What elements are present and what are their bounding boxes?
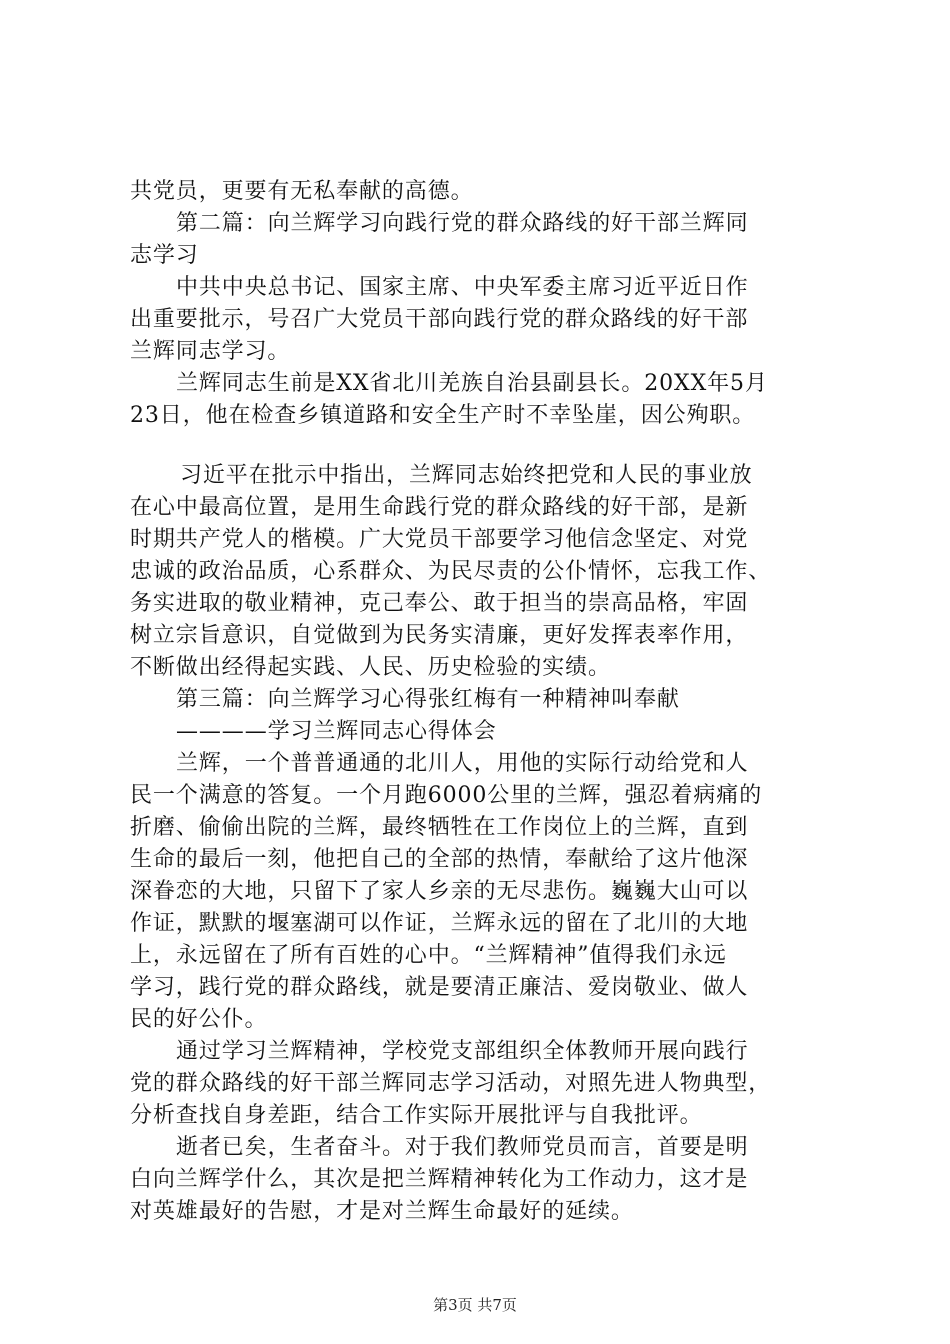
text-line: 兰辉同志学习。 bbox=[130, 339, 291, 364]
page-number-footer: 第3页 共7页 bbox=[433, 1296, 517, 1314]
text-line: 党的群众路线的好干部兰辉同志学习活动，对照先进人物典型， bbox=[130, 1071, 772, 1096]
text-line: 时期共产党人的楷模。广大党员干部要学习他信念坚定、对党 bbox=[130, 527, 749, 552]
text-line: 生命的最后一刻，他把自己的全部的热情，奉献给了这片他深 bbox=[130, 847, 749, 872]
text-line: 作证，默默的堰塞湖可以作证，兰辉永远的留在了北川的大地 bbox=[130, 911, 749, 936]
text-line: 学习，践行党的群众路线，就是要清正廉洁、爱岗敬业、做人 bbox=[130, 975, 749, 1000]
text-line: 不断做出经得起实践、人民、历史检验的实绩。 bbox=[130, 655, 611, 680]
text-line: 折磨、偷偷出院的兰辉，最终牺牲在工作岗位上的兰辉，直到 bbox=[130, 815, 749, 840]
text-line: 中共中央总书记、国家主席、中央军委主席习近平近日作 bbox=[176, 275, 749, 300]
text-line: 树立宗旨意识，自觉做到为民务实清廉，更好发挥表率作用， bbox=[130, 623, 749, 648]
text-line: 白向兰辉学什么，其次是把兰辉精神转化为工作动力，这才是 bbox=[130, 1167, 749, 1192]
text-line: 民一个满意的答复。一个月跑6000公里的兰辉，强忍着病痛的 bbox=[130, 783, 763, 808]
section-heading: 第二篇：向兰辉学习向践行党的群众路线的好干部兰辉同 bbox=[176, 211, 749, 236]
text-line: 通过学习兰辉精神，学校党支部组织全体教师开展向践行 bbox=[176, 1039, 749, 1064]
text-line: 逝者已矣，生者奋斗。对于我们教师党员而言，首要是明 bbox=[176, 1135, 749, 1160]
text-line: 共党员，更要有无私奉献的高德。 bbox=[130, 179, 474, 204]
paragraph-gap bbox=[130, 432, 840, 460]
text-line: 23日，他在检查乡镇道路和安全生产时不幸坠崖，因公殉职。 bbox=[130, 403, 756, 428]
text-line: 兰辉，一个普普通通的北川人，用他的实际行动给党和人 bbox=[176, 751, 749, 776]
section-subtitle: ————学习兰辉同志心得体会 bbox=[176, 719, 497, 744]
text-line: 习近平在批示中指出，兰辉同志始终把党和人民的事业放 bbox=[180, 463, 753, 488]
text-line: 兰辉同志生前是XX省北川羌族自治县副县长。20XX年5月 bbox=[176, 371, 768, 396]
document-body bbox=[130, 176, 840, 1228]
text-line: 上，永远留在了所有百姓的心中。“兰辉精神”值得我们永远 bbox=[130, 943, 727, 968]
section-heading: 第三篇：向兰辉学习心得张红梅有一种精神叫奉献 bbox=[176, 687, 680, 712]
section-heading-continued: 志学习 bbox=[130, 243, 199, 268]
text-line: 深眷恋的大地，只留下了家人乡亲的无尽悲伤。巍巍大山可以 bbox=[130, 879, 749, 904]
text-line: 对英雄最好的告慰，才是对兰辉生命最好的延续。 bbox=[130, 1199, 634, 1224]
text-line: 民的好公仆。 bbox=[130, 1007, 268, 1032]
text-line: 务实进取的敬业精神，克己奉公、敢于担当的崇高品格，牢固 bbox=[130, 591, 749, 616]
text-line: 分析查找自身差距，结合工作实际开展批评与自我批评。 bbox=[130, 1103, 703, 1128]
text-line: 出重要批示，号召广大党员干部向践行党的群众路线的好干部 bbox=[130, 307, 749, 332]
text-line: 忠诚的政治品质，心系群众、为民尽责的公仆情怀，忘我工作、 bbox=[130, 559, 772, 584]
text-line: 在心中最高位置，是用生命践行党的群众路线的好干部，是新 bbox=[130, 495, 749, 520]
